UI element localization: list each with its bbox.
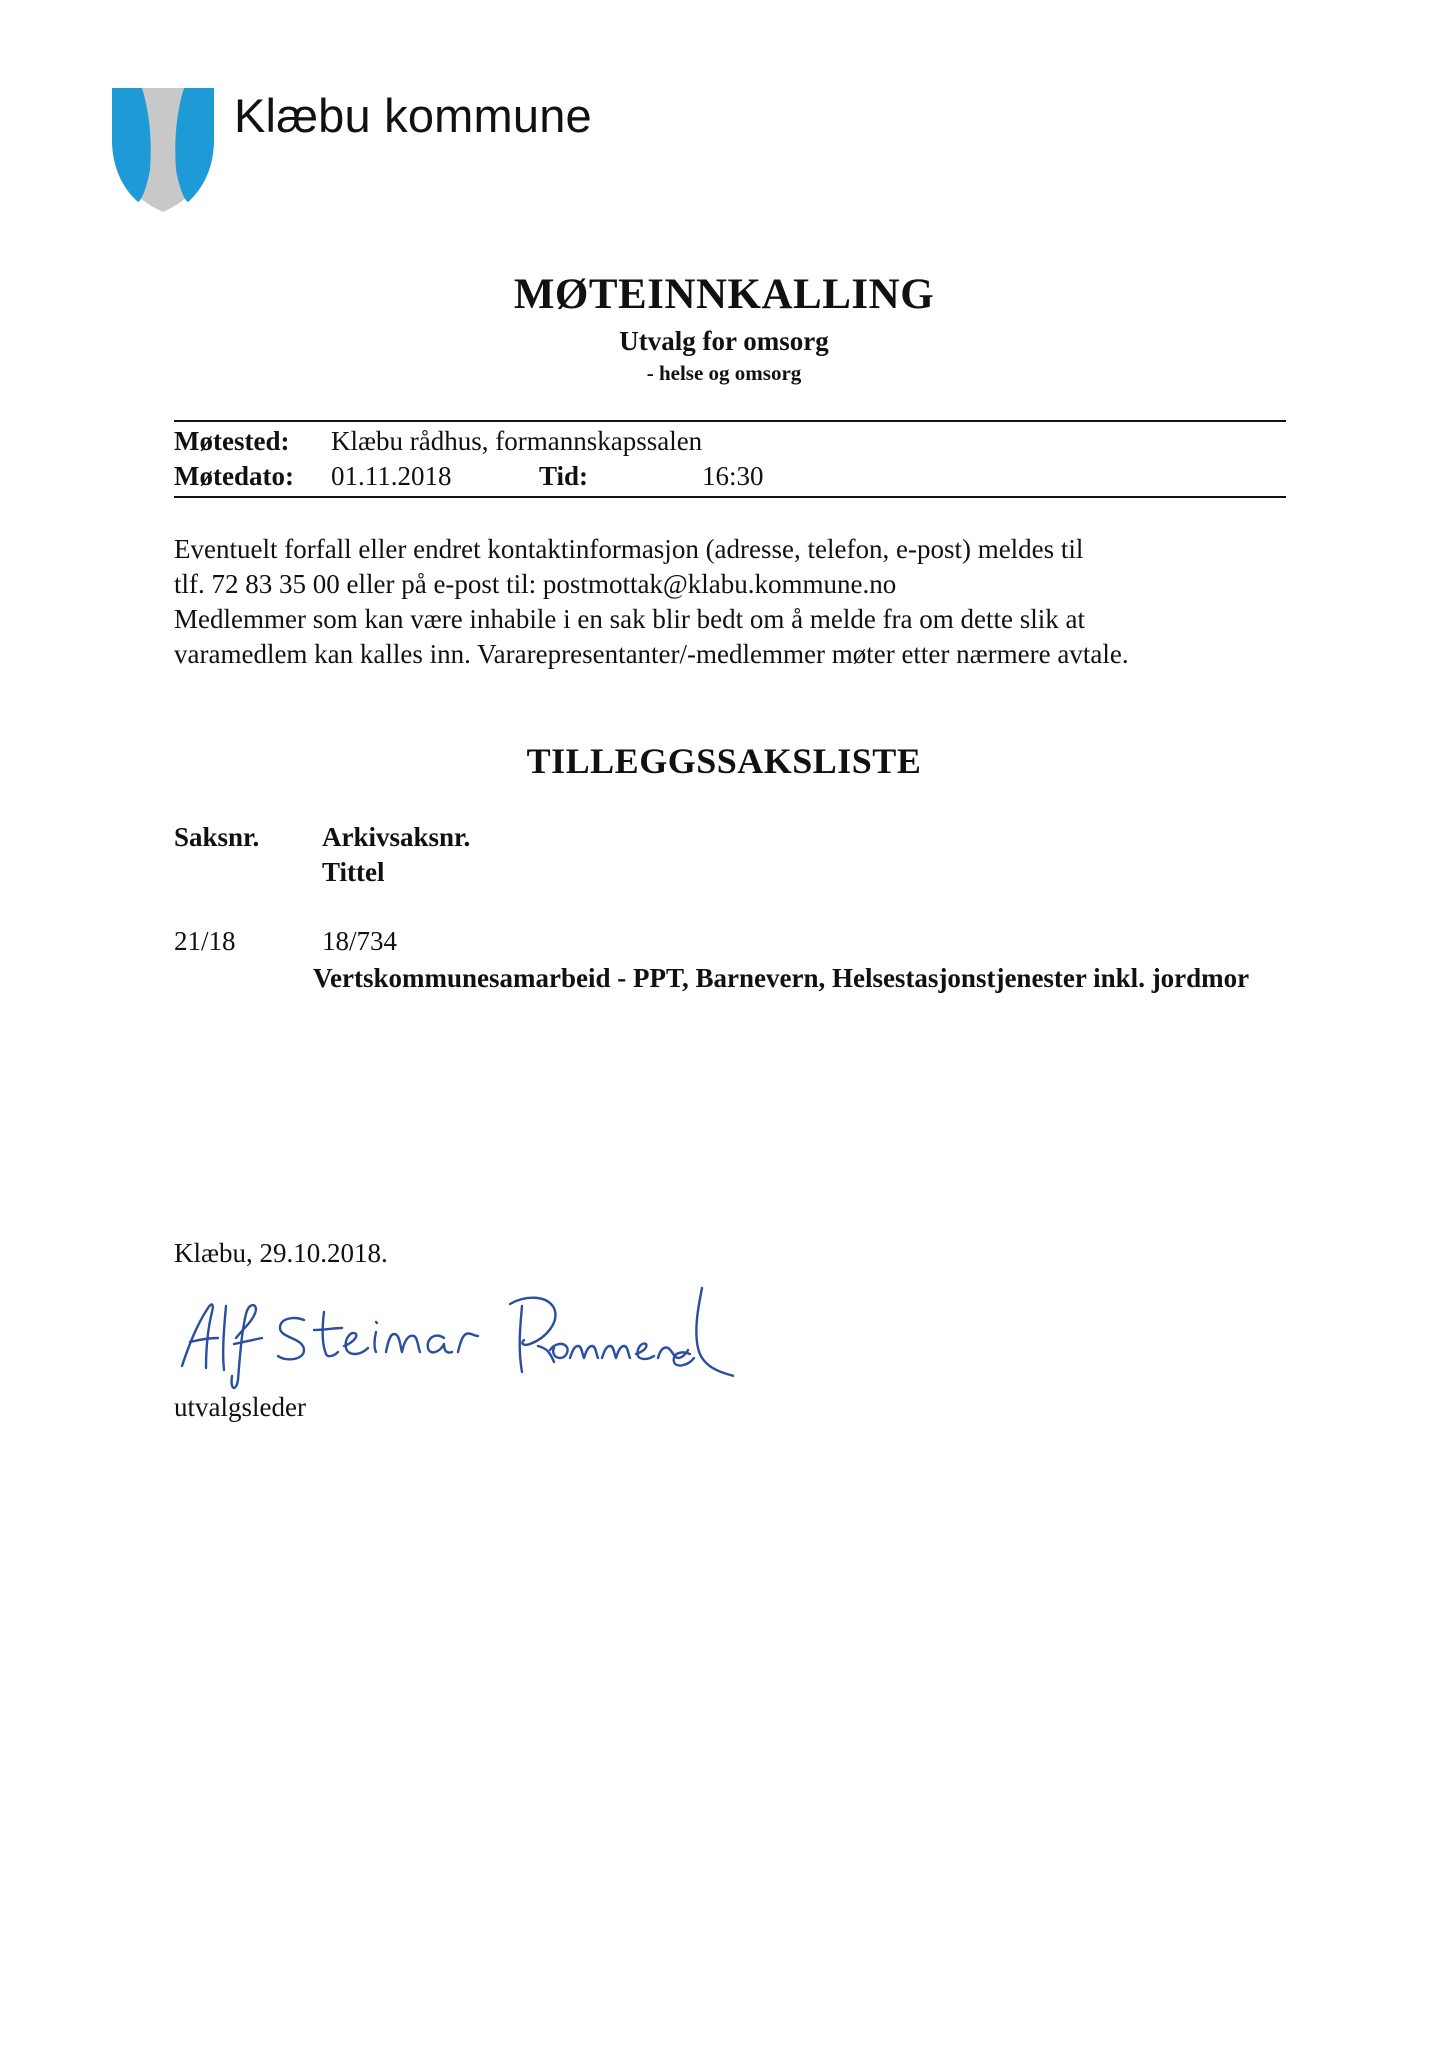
meeting-time-label: Tid: <box>539 461 589 491</box>
committee-subtitle: - helse og omsorg <box>646 361 802 385</box>
organization-name: Klæbu kommune <box>234 89 592 142</box>
meeting-place-row <box>174 426 702 457</box>
divider-top <box>174 420 1286 422</box>
meeting-place-value: Klæbu rådhus, formannskapssalen <box>331 426 703 456</box>
handwritten-signature <box>174 1268 734 1400</box>
meeting-time <box>539 461 764 492</box>
column-header-saksnr: Saksnr. <box>174 822 260 852</box>
info-line: Eventuelt forfall eller endret kontaktinformasjon (adresse, telefon, e-post) meldes til <box>174 534 1084 564</box>
divider-bottom <box>174 496 1286 498</box>
meeting-date-row <box>174 461 764 492</box>
info-line: tlf. 72 83 35 00 eller på e-post til: postmottak@klabu.kommune.no <box>174 569 897 599</box>
case-list-title: TILLEGGSSAKSLISTE <box>526 741 922 781</box>
info-line: Medlemmer som kan være inhabile i en sak blir bedt om å melde fra om dette slik at <box>174 604 1085 634</box>
case-saksnr: 21/18 <box>174 926 236 956</box>
column-header-tittel: Tittel <box>322 857 385 887</box>
contact-info-paragraph <box>174 532 1294 672</box>
meeting-date-value: 01.11.2018 <box>331 461 452 491</box>
coat-of-arms-icon <box>110 84 216 214</box>
meeting-place-label: Møtested: <box>174 426 290 456</box>
info-line: varamedlem kan kalles inn. Vararepresentanter/-medlemmer møter etter nærmere avtale. <box>174 639 1129 669</box>
place-and-date: Klæbu, 29.10.2018. <box>174 1238 388 1268</box>
column-header-arkivsaksnr: Arkivsaksnr. <box>322 822 471 852</box>
signer-role: utvalgsleder <box>174 1392 306 1422</box>
document-title: MØTEINNKALLING <box>513 271 935 318</box>
case-arkivsaksnr: 18/734 <box>322 926 398 956</box>
meeting-time-value: 16:30 <box>702 461 764 491</box>
meeting-date-label: Møtedato: <box>174 461 294 491</box>
case-title: Vertskommunesamarbeid - PPT, Barnevern, Helsestasjonstjenester inkl. jordmor <box>313 963 1250 993</box>
committee-name: Utvalg for omsorg <box>619 326 829 356</box>
